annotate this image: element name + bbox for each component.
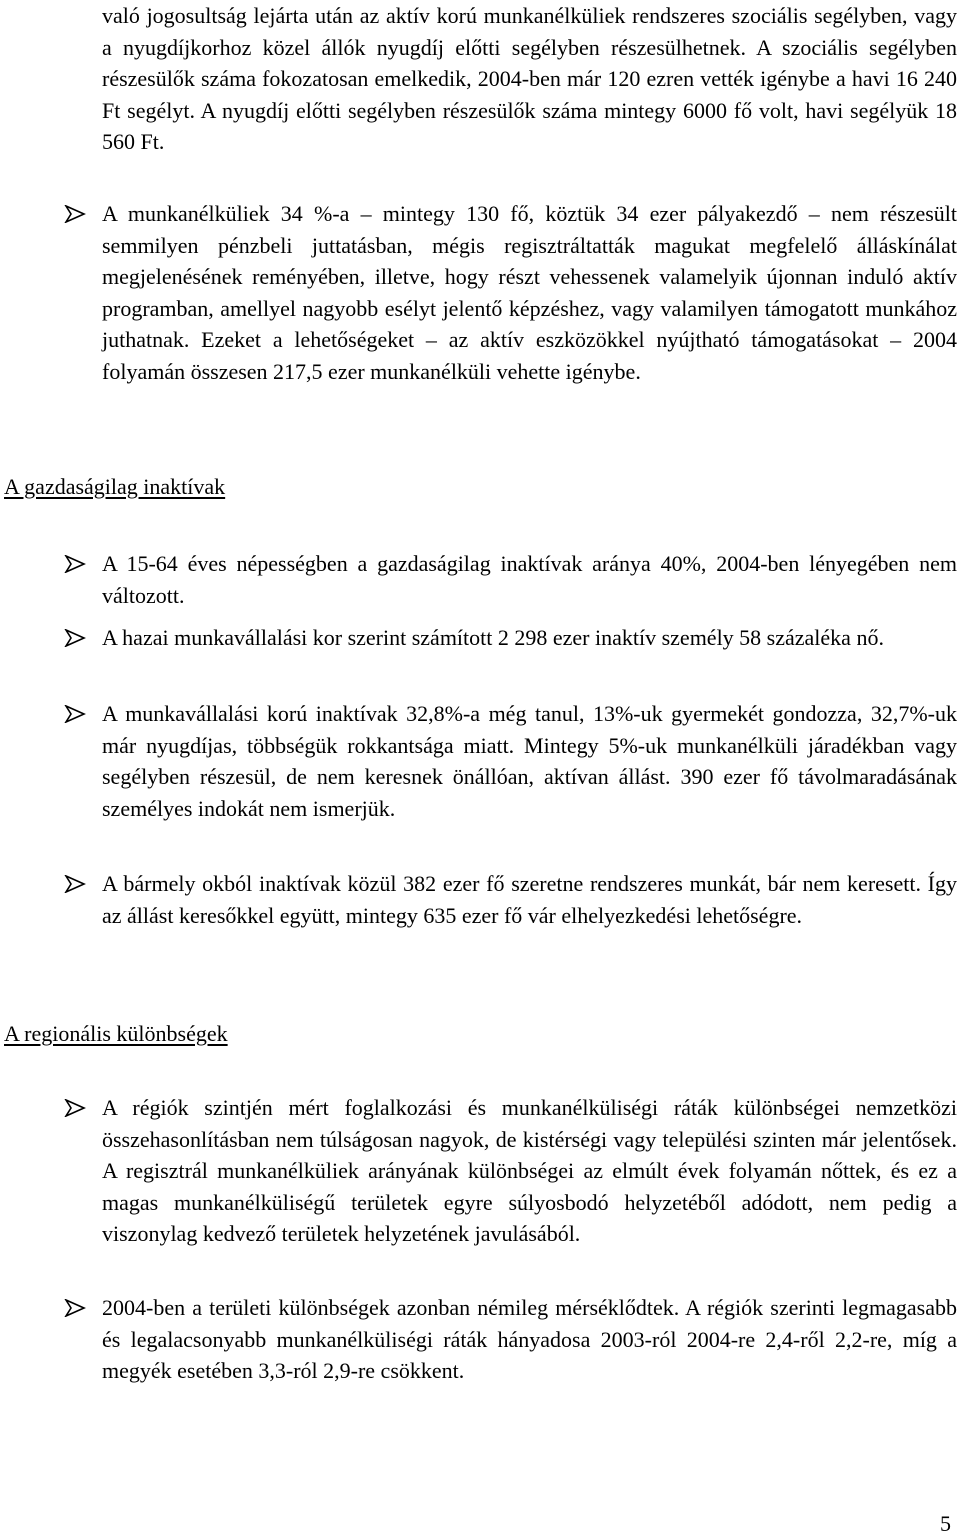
list-item-text: A régiók szintjén mért foglalkozási és munkanélküliségi ráták különbségei nemzetközi összehasonlításban nem túlságosan nagyok, de kistérségi vagy települési szinten már jelentősek. A regisztrál munkanélküliek arányának különbségei az elmúlt évek folyamán nőttek, és ez a magas munkanélküliségű területek egyre súlyosbodó helyzetéből adódott, nem pedig a viszonylag kedvező területek helyzetének javulásából. [102, 1095, 957, 1246]
arrowhead-bullet-icon [64, 1299, 86, 1317]
section-heading-regional: A regionális különbségek [4, 1021, 228, 1046]
page-number: 5 [940, 1511, 951, 1536]
list-item-text: A munkanélküliek 34 %-a – mintegy 130 fő, köztük 34 ezer pályakezdő – nem részesült semmilyen pénzbeli juttatásban, mégis regisztráltatták magukat megfelelő álláskínálat megjelenésének reményében, illetve, hogy részt vehessenek valamelyik újonnan induló aktív programban, amellyel nagyobb esélyt jelentő képzéshez, vagy valamilyen támogatott munkához juthatnak. Ezeket a lehetőségeket – az aktív eszközökkel nyújtható támogatásokat – 2004 folyamán összesen 217,5 ezer munkanélküli vehette igénybe. [102, 201, 957, 384]
arrowhead-bullet-icon [64, 875, 86, 893]
list-item-text: A bármely okból inaktívak közül 382 ezer fő szeretne rendszeres munkát, bár nem keresett. Így az állást keresőkkel együtt, mintegy 635 ezer fő vár elhelyezkedési lehetőségre. [102, 871, 957, 928]
list-item-text: 2004-ben a területi különbségek azonban némileg mérséklődtek. A régiók szerinti legmagasabb és legalacsonyabb munkanélküliségi ráták hányadosa 2003-ról 2004-re 2,4-ről 2,2-re, míg a megyék esetében 3,3-ról 2,9-re csökkent. [102, 1295, 957, 1383]
arrowhead-bullet-icon [64, 555, 86, 573]
arrowhead-bullet-icon [64, 629, 86, 647]
list-item-text: A hazai munkavállalási kor szerint számított 2 298 ezer inaktív személy 58 százaléka nő. [102, 625, 884, 650]
intro-paragraph: való jogosultság lejárta után az aktív korú munkanélküliek rendszeres szociális segélyben, vagy a nyugdíjkorhoz közel állók nyugdíj előtti segélyben részesülhetnek. A szociális segélyben részesülők száma fokozatosan emelkedik, 2004-ben már 120 ezren vették igénybe a havi 16 240 Ft segélyt. A nyugdíj előtti segélyben részesülők száma mintegy 6000 fő volt, havi segélyük 18 560 Ft. [102, 3, 957, 154]
arrowhead-bullet-icon [64, 705, 86, 723]
list-item-text: A 15-64 éves népességben a gazdaságilag inaktívak aránya 40%, 2004-ben lényegében nem változott. [102, 551, 957, 608]
section-heading-inactive: A gazdaságilag inaktívak [4, 474, 226, 499]
arrowhead-bullet-icon [64, 205, 86, 223]
arrowhead-bullet-icon [64, 1099, 86, 1117]
list-item-text: A munkavállalási korú inaktívak 32,8%-a még tanul, 13%-uk gyermekét gondozza, 32,7%-uk már nyugdíjas, többségük rokkantsága miatt. Mintegy 5%-uk munkanélküli járadékban vagy segélyben részesül, de nem keresnek önállóan, aktívan állást. 390 ezer fő távolmaradásának személyes indokát nem ismerjük. [102, 701, 957, 821]
